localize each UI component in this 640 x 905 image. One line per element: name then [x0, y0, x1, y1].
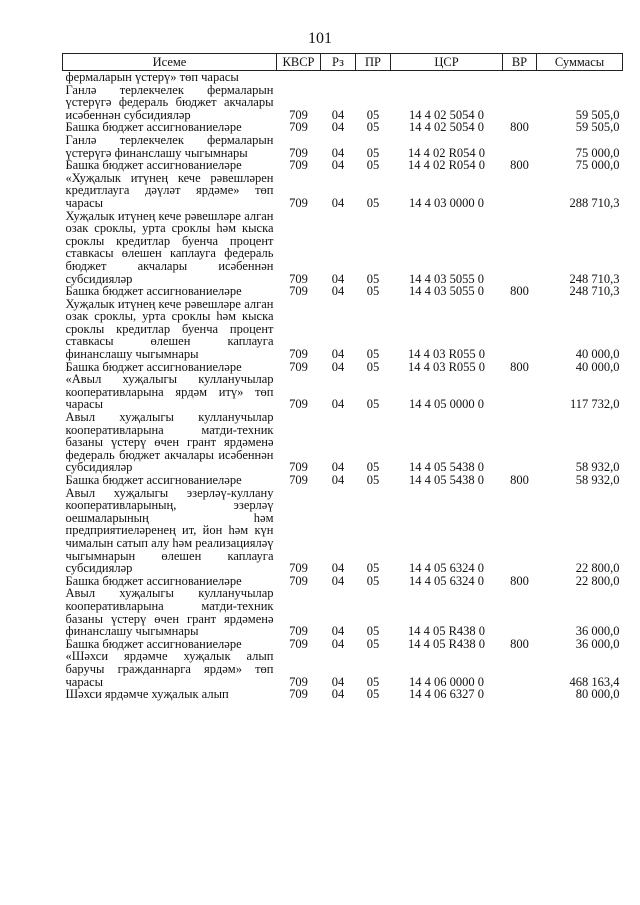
row-vr [503, 587, 537, 637]
row-sum: 117 732,0 [569, 397, 620, 412]
row-pr [356, 71, 391, 84]
row-kvsr: 709 [289, 284, 308, 299]
row-vr: 800 [510, 284, 529, 299]
row-rz: 04 [331, 120, 345, 135]
row-name: Хуҗалык итүнең кече рәвешләре алган озак сроклы, урта сроклы һәм кыска сроклы кредитлар буенча процент ставкасы өлешен каплауга финанслашу чыгымнары [65, 296, 274, 362]
header-vr: ВР [503, 54, 537, 71]
row-vr [503, 688, 537, 701]
row-kvsr [277, 71, 321, 84]
row-vr [503, 71, 537, 84]
row-name: «Шәхси ярдәмче хуҗалык алып баручы гражданнарга ярдәм» төп чарасы [65, 649, 274, 689]
row-sum: 36 000,0 [575, 636, 620, 651]
row-kvsr: 709 [289, 624, 308, 639]
row-rz: 04 [331, 460, 345, 475]
row-pr: 05 [366, 624, 380, 639]
table-header-row [63, 54, 623, 71]
row-vr [503, 134, 537, 159]
row-sum: 80 000,0 [575, 687, 620, 702]
row-name: Хуҗалык итүнең кече рәвешләре алган озак сроклы, урта сроклы һәм кыска сроклы кредитлар буенча процент ставкасы өлешен каплауга федераль бюджет акчалары исәбеннән субсидияләр [65, 208, 274, 286]
header-csr: ЦСР [391, 54, 503, 71]
row-sum: 248 710,3 [569, 284, 620, 299]
row-pr: 05 [366, 284, 380, 299]
table-row [63, 285, 623, 298]
header-kvsr: КВСР [277, 54, 321, 71]
row-sum: 22 800,0 [575, 561, 620, 576]
row-pr: 05 [366, 145, 380, 160]
row-rz: 04 [331, 636, 345, 651]
row-name: Башка бюджет ассигнованиеләре [65, 120, 242, 135]
row-kvsr: 709 [289, 573, 308, 588]
row-rz: 04 [331, 284, 345, 299]
row-csr: 14 4 05 R438 0 [407, 636, 486, 651]
row-csr: 14 4 05 0000 0 [409, 397, 484, 412]
table-row [63, 71, 623, 84]
row-sum: 75 000,0 [575, 145, 620, 160]
row-kvsr: 709 [289, 473, 308, 487]
row-rz: 04 [331, 107, 345, 122]
row-sum: 58 932,0 [575, 460, 620, 475]
row-vr [503, 373, 537, 411]
header-sum: Суммасы [537, 54, 623, 71]
row-sum: 40 000,0 [575, 347, 620, 362]
row-vr [503, 411, 537, 474]
row-csr: 14 4 03 R055 0 [407, 347, 486, 362]
row-pr: 05 [366, 573, 380, 588]
row-kvsr: 709 [289, 145, 308, 160]
row-sum: 22 800,0 [575, 573, 620, 588]
row-name: Башка бюджет ассигнованиеләре [65, 573, 242, 588]
row-sum: 58 932,0 [575, 473, 620, 487]
row-rz: 04 [331, 347, 345, 362]
row-name: Башка бюджет ассигнованиеләре [65, 636, 242, 651]
row-kvsr: 709 [289, 107, 308, 122]
row-rz: 04 [331, 397, 345, 412]
row-pr: 05 [366, 561, 380, 576]
row-sum: 40 000,0 [575, 359, 620, 374]
row-rz: 04 [331, 687, 345, 702]
row-rz: 04 [331, 145, 345, 160]
budget-table [62, 53, 623, 701]
table-row [63, 210, 623, 286]
row-name: Ганлә терлекчелек фермаларын үстерүгә финанслашу чыгымнары [65, 132, 274, 160]
row-name: Башка бюджет ассигнованиеләре [65, 359, 242, 374]
row-csr: 14 4 05 5438 0 [409, 473, 484, 487]
row-pr: 05 [366, 347, 380, 362]
row-pr: 05 [366, 120, 380, 135]
row-sum: 75 000,0 [575, 158, 620, 173]
row-name: Авыл хуҗалыгы эзерләү-куллану кооперативларының, эзерләү оешмаларының һәм предприятиеләренең ит, йон һәм күн чималын сатып алу һәм реализацияләү чыгымнарын өлешен каплауга субсидияләр [65, 485, 274, 576]
table-row [63, 587, 623, 637]
row-csr: 14 4 06 6327 0 [409, 687, 484, 702]
table-row [63, 298, 623, 361]
row-csr: 14 4 05 6324 0 [409, 573, 484, 588]
row-name: Башка бюджет ассигнованиеләре [65, 473, 242, 487]
row-rz: 04 [331, 624, 345, 639]
row-rz: 04 [331, 271, 345, 286]
row-rz: 04 [331, 674, 345, 689]
row-pr: 05 [366, 460, 380, 475]
row-csr: 14 4 02 R054 0 [407, 145, 486, 160]
row-rz: 04 [331, 195, 345, 210]
table-row [63, 159, 623, 172]
row-pr: 05 [366, 674, 380, 689]
row-name: Шәхси ярдәмче хуҗалык алып [65, 687, 229, 702]
table-row [63, 688, 623, 701]
row-sum [537, 71, 623, 84]
row-vr: 800 [510, 636, 529, 651]
row-csr: 14 4 05 5438 0 [409, 460, 484, 475]
row-vr [503, 487, 537, 575]
row-pr: 05 [366, 107, 380, 122]
row-vr [503, 298, 537, 361]
row-name: «Авыл хуҗалыгы кулланучылар кооперативларына ярдәм итү» төп чарасы [65, 372, 274, 412]
row-rz: 04 [331, 158, 345, 173]
table-row [63, 650, 623, 688]
row-vr [503, 210, 537, 286]
row-kvsr: 709 [289, 460, 308, 475]
row-kvsr: 709 [289, 120, 308, 135]
row-csr: 14 4 03 0000 0 [409, 195, 484, 210]
table-row [63, 84, 623, 122]
row-vr: 800 [510, 120, 529, 135]
row-rz: 04 [331, 359, 345, 374]
row-csr: 14 4 02 R054 0 [407, 158, 486, 173]
row-name: Башка бюджет ассигнованиеләре [65, 284, 242, 299]
row-vr: 800 [510, 473, 529, 487]
row-csr: 14 4 06 0000 0 [409, 674, 484, 689]
row-name: Авыл хуҗалыгы кулланучылар кооперативларына матди-техник базаны үстерү өчен грант ярдәменә федераль бюджет акчалары исәбеннән субсидияләр [65, 410, 274, 475]
row-vr [503, 172, 537, 210]
row-csr: 14 4 05 R438 0 [407, 624, 486, 639]
row-sum: 248 710,3 [569, 271, 620, 286]
header-rz: Рз [321, 54, 356, 71]
row-vr [503, 84, 537, 122]
row-rz: 04 [331, 561, 345, 576]
row-sum: 36 000,0 [575, 624, 620, 639]
row-rz: 04 [331, 573, 345, 588]
row-pr: 05 [366, 397, 380, 412]
row-pr: 05 [366, 271, 380, 286]
row-csr: 14 4 05 6324 0 [409, 561, 484, 576]
row-vr: 800 [510, 359, 529, 374]
table-row [63, 134, 623, 159]
row-kvsr: 709 [289, 561, 308, 576]
row-csr: 14 4 03 5055 0 [409, 284, 484, 299]
row-kvsr: 709 [289, 687, 308, 702]
row-csr: 14 4 03 R055 0 [407, 359, 486, 374]
row-name: «Хуҗалык итүнең кече рәвешләрен кредитлауга дәүләт ярдәме» төп чарасы [65, 170, 274, 210]
row-vr: 800 [510, 158, 529, 173]
row-pr: 05 [366, 195, 380, 210]
table-row [63, 373, 623, 411]
row-pr: 05 [366, 158, 380, 173]
table-row [63, 474, 623, 487]
row-kvsr: 709 [289, 636, 308, 651]
table-row [63, 487, 623, 575]
table-row [63, 411, 623, 474]
row-pr: 05 [366, 636, 380, 651]
row-csr: 14 4 03 5055 0 [409, 271, 484, 286]
row-rz: 04 [331, 473, 345, 487]
row-sum: 59 505,0 [575, 120, 620, 135]
row-sum: 288 710,3 [569, 195, 620, 210]
row-csr [391, 71, 503, 84]
page-number: 101 [308, 30, 332, 47]
row-kvsr: 709 [289, 674, 308, 689]
row-sum: 59 505,0 [575, 107, 620, 122]
row-name: Башка бюджет ассигнованиеләре [65, 158, 242, 173]
row-sum: 468 163,4 [569, 674, 620, 689]
row-pr: 05 [366, 359, 380, 374]
header-pr: ПР [356, 54, 391, 71]
row-vr [503, 650, 537, 688]
table-row [63, 172, 623, 210]
row-kvsr: 709 [289, 271, 308, 286]
row-kvsr: 709 [289, 359, 308, 374]
row-pr: 05 [366, 473, 380, 487]
row-rz [321, 71, 356, 84]
row-kvsr: 709 [289, 158, 308, 173]
row-kvsr: 709 [289, 397, 308, 412]
row-vr: 800 [510, 573, 529, 588]
row-kvsr: 709 [289, 347, 308, 362]
row-kvsr: 709 [289, 195, 308, 210]
header-name: Исеме [63, 54, 277, 71]
row-name: фермаларын үстерү» төп чарасы [65, 70, 239, 84]
row-pr: 05 [366, 687, 380, 702]
row-name: Ганлә терлекчелек фермаларын үстерүгә федераль бюджет акчалары исәбеннән субсидияләр [65, 82, 274, 122]
row-name: Авыл хуҗалыгы кулланучылар кооперативларына матди-техник базаны үстерү өчен грант ярдәменә финанслашу чыгымнары [65, 586, 274, 639]
row-csr: 14 4 02 5054 0 [409, 107, 484, 122]
row-csr: 14 4 02 5054 0 [409, 120, 484, 135]
